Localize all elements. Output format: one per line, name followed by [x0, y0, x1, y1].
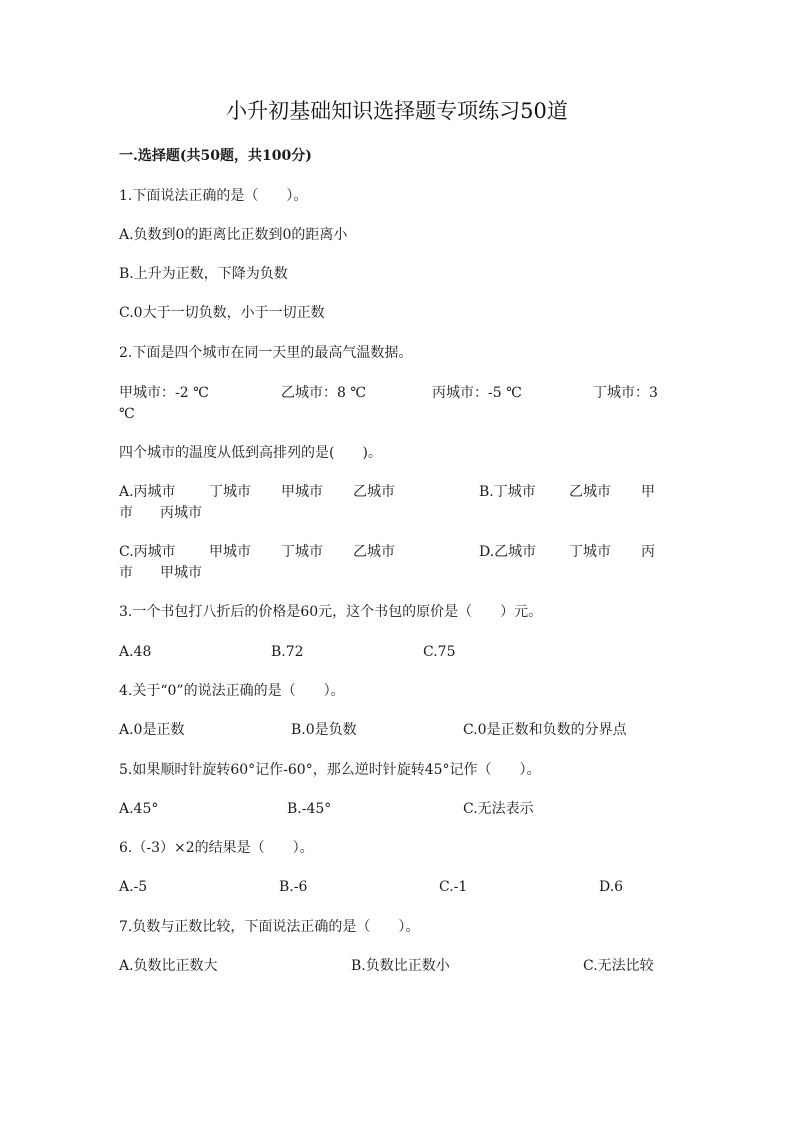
city-ding-unit: ℃	[119, 406, 135, 422]
q2-option-b-2: 乙城市	[569, 484, 611, 500]
q2-option-b-cont-2: 丙城市	[160, 505, 202, 521]
question-4-option-c: C.0是正数和负数的分界点	[463, 722, 627, 738]
city-yi-temp: 乙城市：8 ℃	[281, 385, 367, 401]
q2-option-b-cont-1: 市	[119, 505, 133, 521]
question-3-option-a: A.48	[119, 644, 152, 660]
question-7-option-a: A.负数比正数大	[119, 958, 218, 974]
question-7-option-c: C.无法比较	[583, 958, 654, 974]
question-5-option-b: B.-45°	[287, 801, 332, 817]
q2-option-a-4: 乙城市	[353, 484, 395, 500]
question-2-ask: 四个城市的温度从低到高排列的是( )。	[119, 445, 382, 461]
q2-option-c-4: 乙城市	[353, 544, 395, 560]
q2-option-d-cont-2: 甲城市	[160, 565, 202, 581]
question-6-option-d: D.6	[599, 879, 624, 895]
q2-option-d-cont-1: 市	[119, 565, 133, 581]
question-4-option-b: B.0是负数	[291, 722, 357, 738]
city-bing-temp: 丙城市：-5 ℃	[432, 385, 522, 401]
question-2-stem: 2.下面是四个城市在同一天里的最高气温数据。	[119, 345, 413, 361]
question-5-option-a: A.45°	[119, 801, 159, 817]
question-1-option-c: C.0大于一切负数，小于一切正数	[119, 305, 325, 321]
q2-option-d-2: 丁城市	[569, 544, 611, 560]
question-6-option-a: A.-5	[119, 879, 148, 895]
q2-option-b-3: 甲	[641, 484, 655, 500]
q2-option-a-3: 甲城市	[281, 484, 323, 500]
question-1-option-b: B.上升为正数，下降为负数	[119, 266, 288, 282]
q2-option-a-2: 丁城市	[209, 484, 251, 500]
question-6-option-b: B.-6	[279, 879, 308, 895]
section-heading: 一.选择题(共50题，共100分)	[119, 148, 312, 164]
question-3-stem: 3.一个书包打八折后的价格是60元，这个书包的原价是（ ）元。	[119, 604, 543, 620]
q2-option-d-3: 丙	[641, 544, 655, 560]
question-1-option-a: A.负数到0的距离比正数到0的距离小	[119, 227, 348, 243]
question-3-option-b: B.72	[271, 644, 304, 660]
q2-option-c-3: 丁城市	[281, 544, 323, 560]
question-6-option-c: C.-1	[439, 879, 468, 895]
q2-option-c-1: C.丙城市	[119, 544, 176, 560]
question-5-stem: 5.如果顺时针旋转60°记作-60°，那么逆时针旋转45°记作（ ）。	[119, 762, 541, 778]
q2-option-d-1: D.乙城市	[479, 544, 537, 560]
q2-option-b-1: B.丁城市	[479, 484, 536, 500]
page-title: 小升初基础知识选择题专项练习50道	[226, 99, 568, 123]
question-4-stem: 4.关于“0”的说法正确的是（ ）。	[119, 683, 345, 699]
city-ding-temp: 丁城市：3	[593, 385, 658, 401]
question-3-option-c: C.75	[423, 644, 456, 660]
q2-option-a-1: A.丙城市	[119, 484, 176, 500]
question-7-stem: 7.负数与正数比较，下面说法正确的是（ ）。	[119, 919, 420, 935]
question-5-option-c: C.无法表示	[463, 801, 534, 817]
question-6-stem: 6.（-3）×2的结果是（ ）。	[119, 840, 314, 856]
q2-option-c-2: 甲城市	[209, 544, 251, 560]
city-jia-temp: 甲城市：-2 ℃	[119, 385, 209, 401]
question-4-option-a: A.0是正数	[119, 722, 185, 738]
question-1-stem: 1.下面说法正确的是（ ）。	[119, 188, 308, 204]
question-7-option-b: B.负数比正数小	[351, 958, 450, 974]
